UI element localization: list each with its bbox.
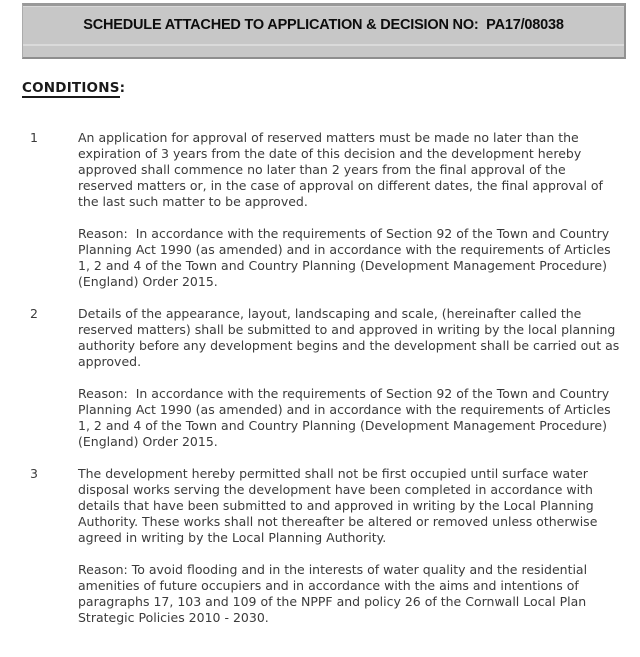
condition-body [78,466,622,642]
condition-number: 3 [30,466,38,481]
condition-item-2 [0,306,640,466]
condition-body [78,306,622,466]
condition-item-3 [0,466,640,642]
header-empty-strip [23,44,624,57]
conditions-heading-colon: : [119,80,126,96]
condition-reason: Reason: To avoid flooding and in the interests of water quality and the residential amenities of future occupiers and in accordance with the aims and intentions of paragraphs 17, 103 and 109 of the NPPF and policy 26 of the Cornwall Local Plan Strategic Policies 2010 - 2030. [78,562,592,625]
condition-text: The development hereby permitted shall not be first occupied until surface water disposal works serving the development have been completed in accordance with details that have been submitted to and approved in writing by the Local Planning Authority. These works shall not thereafter be altered or removed unless otherwise agreed in writing by the Local Planning Authority. [78,466,602,545]
schedule-header-box [22,3,626,59]
condition-body [78,130,622,306]
schedule-title: SCHEDULE ATTACHED TO APPLICATION & DECISION NO: PA17/08038 [83,17,564,33]
conditions-list [0,130,640,642]
conditions-heading-label: CONDITIONS [22,80,120,96]
condition-reason: Reason: In accordance with the requirements of Section 92 of the Town and Country Planning Act 1990 (as amended) and in accordance with the requirements of Articles 1, 2 and 4 of the Town and Country Planning (Development Management Procedure) (England) Order 2015. [78,386,615,449]
condition-text: An application for approval of reserved matters must be made no later than the expiration of 3 years from the date of this decision and the development hereby approved shall commence no later than 2 years from the final approval of the reserved matters or, in the case of approval on different dates, the final approval of the last such matter to be approved. [78,130,607,209]
condition-number: 2 [30,306,38,321]
condition-number: 1 [30,130,38,145]
condition-reason: Reason: In accordance with the requirements of Section 92 of the Town and Country Planning Act 1990 (as amended) and in accordance with the requirements of Articles 1, 2 and 4 of the Town and Country Planning (Development Management Procedure) (England) Order 2015. [78,226,615,289]
conditions-heading [22,80,640,96]
condition-text: Details of the appearance, layout, landscaping and scale, (hereinafter called the reserved matters) shall be submitted to and approved in writing by the local planning authority before any development begins and the development shall be carried out as approved. [78,306,624,369]
condition-item-1 [0,130,640,306]
